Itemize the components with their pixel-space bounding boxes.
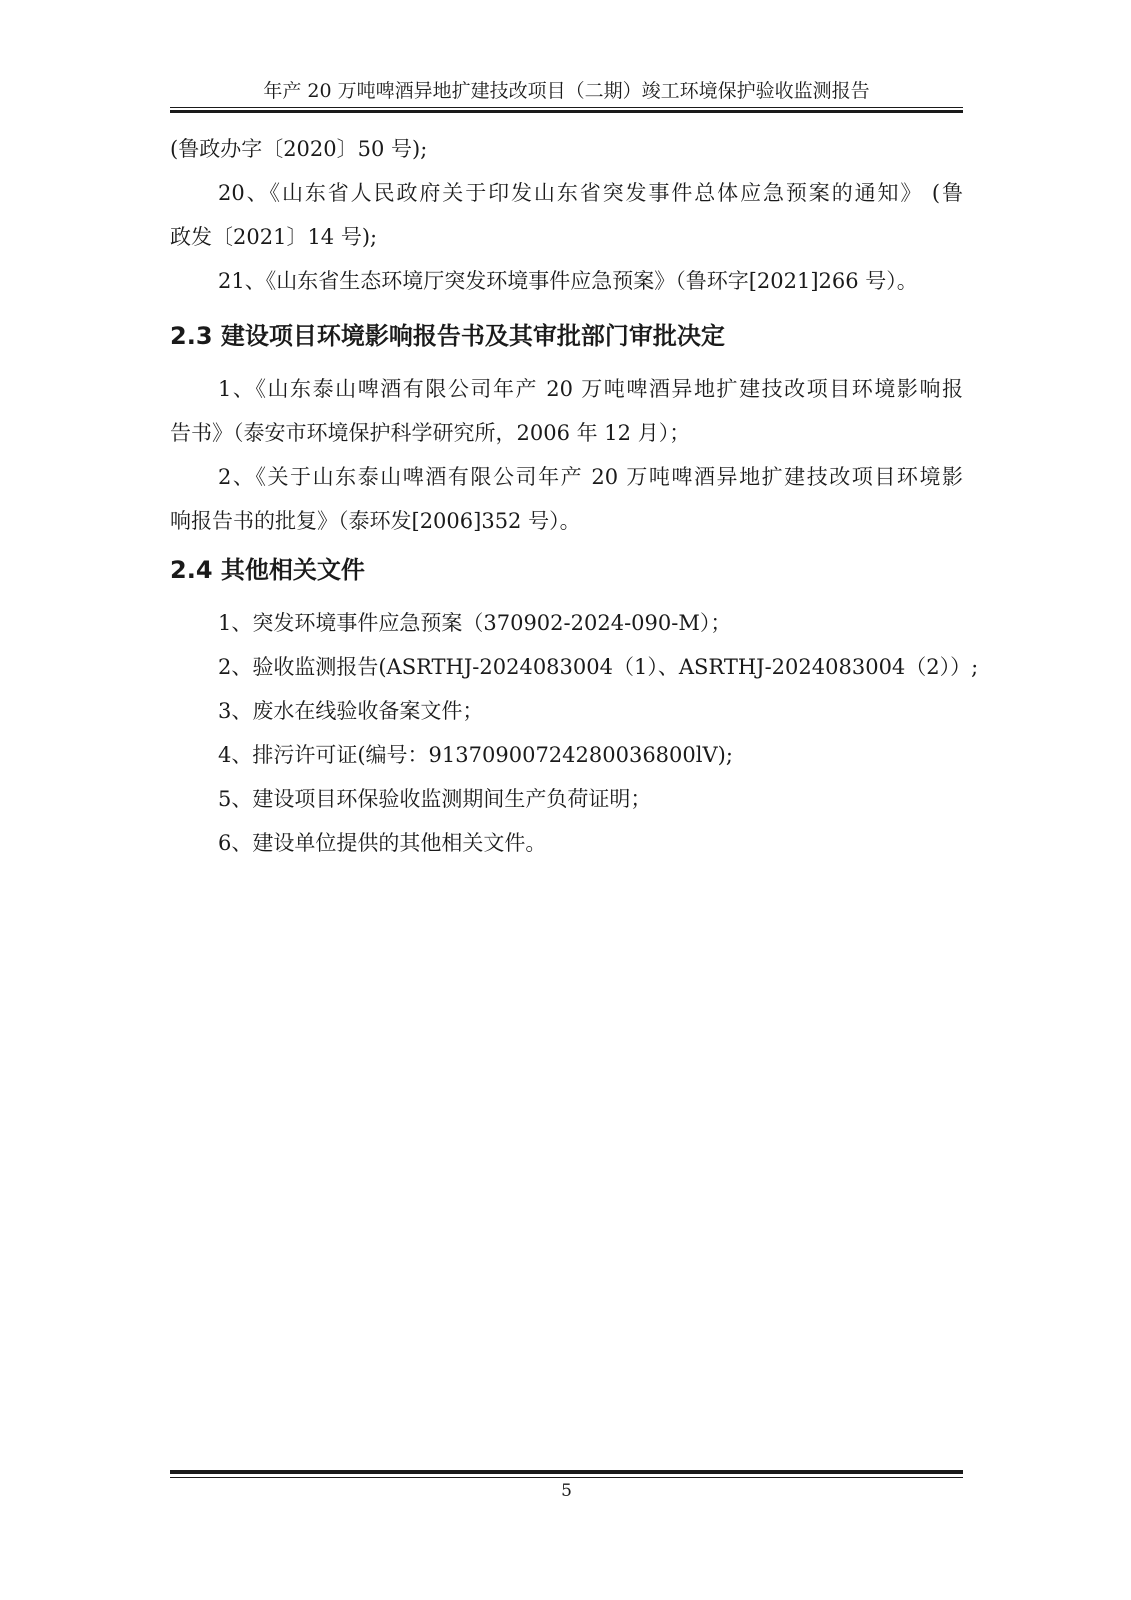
reference-20-line-1: 20、《山东省人民政府关于印发山东省突发事件总体应急预案的通知》 (鲁 — [218, 181, 963, 205]
reference-20-line-2: 政发〔2021〕14 号); — [170, 225, 378, 249]
continued-reference-line: (鲁政办字〔2020〕50 号); — [170, 137, 428, 161]
eia-item-2-line-2: 响报告书的批复》（泰环发[2006]352 号）。 — [170, 509, 581, 533]
header-rule-thin — [170, 107, 963, 108]
section-heading-2-4: 2.4 其他相关文件 — [170, 556, 365, 584]
related-file-item: 3、废水在线验收备案文件； — [218, 699, 484, 723]
related-file-item: 5、建设项目环保验收监测期间生产负荷证明； — [218, 787, 652, 811]
related-file-item: 2、验收监测报告(ASRTHJ-2024083004（1）、ASRTHJ-2024083004（2））; — [218, 655, 979, 679]
eia-item-1-line-2: 告书》（泰安市环境保护科学研究所，2006 年 12 月）； — [170, 421, 691, 445]
page-number: 5 — [561, 1481, 572, 1501]
footer-rule-thin — [170, 1477, 963, 1478]
section-heading-2-3: 2.3 建设项目环境影响报告书及其审批部门审批决定 — [170, 322, 725, 350]
footer-rule-thick — [170, 1470, 963, 1474]
related-file-item: 1、突发环境事件应急预案（370902-2024-090-M）； — [218, 611, 732, 635]
related-file-item: 6、建设单位提供的其他相关文件。 — [218, 831, 547, 855]
eia-item-2-line-1: 2、《关于山东泰山啤酒有限公司年产 20 万吨啤酒异地扩建技改项目环境影 — [218, 465, 963, 489]
related-file-item: 4、排污许可证(编号：91370900724280036800lV); — [218, 743, 733, 767]
reference-21-line: 21、《山东省生态环境厅突发环境事件应急预案》（鲁环字[2021]266 号）。 — [218, 269, 918, 293]
running-header-title: 年产 20 万吨啤酒异地扩建技改项目（二期）竣工环境保护验收监测报告 — [263, 80, 870, 102]
header-rule-thick — [170, 110, 963, 113]
eia-item-1-line-1: 1、《山东泰山啤酒有限公司年产 20 万吨啤酒异地扩建技改项目环境影响报 — [218, 377, 963, 401]
